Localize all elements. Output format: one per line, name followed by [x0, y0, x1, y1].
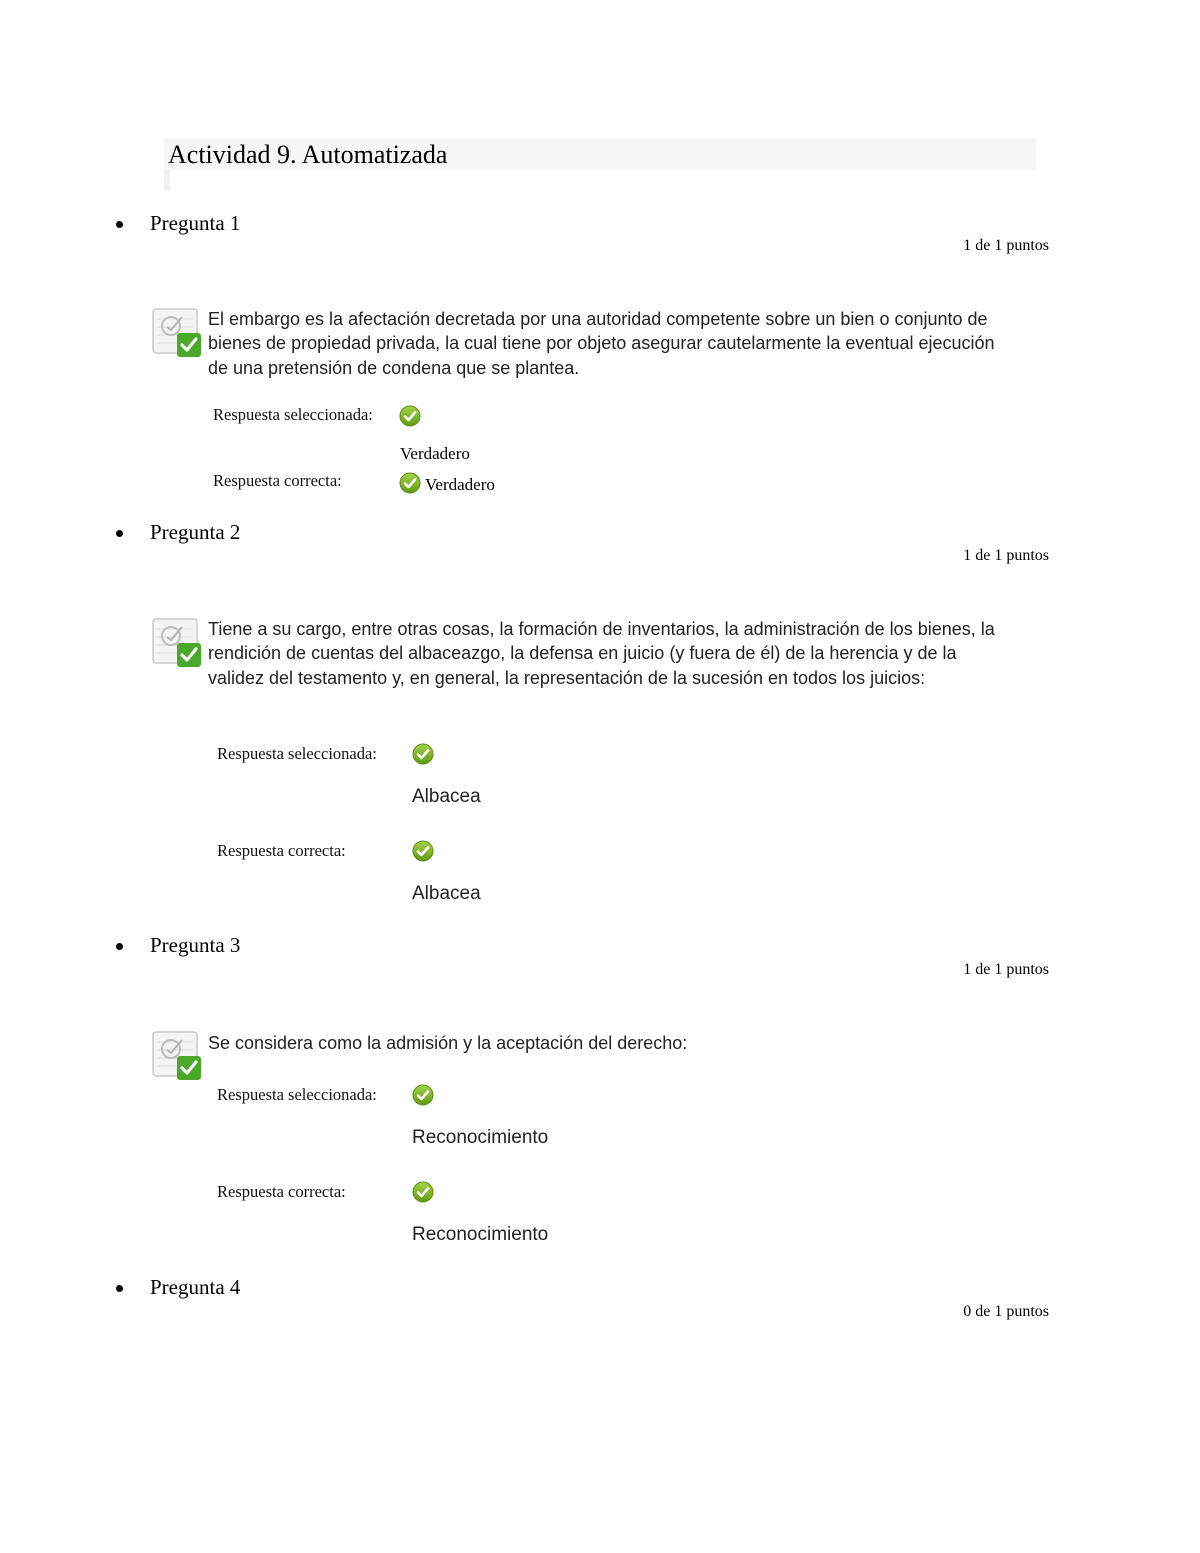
selected-answer-label: Respuesta seleccionada: — [213, 405, 373, 424]
selected-answer-value: Verdadero — [400, 444, 470, 463]
question-text: Tiene a su cargo, entre otras cosas, la formación de inventarios, la administración de los bienes, la rendición de cuentas del albaceazgo, la defensa en juicio (y fuera de él) de la herencia y de la validez del testamento y, en general, la representación de la sucesión en todos los juicios: — [208, 619, 995, 688]
check-icon — [412, 1181, 434, 1203]
list-bullet — [116, 1285, 123, 1292]
page-title: Actividad 9. Automatizada — [168, 140, 448, 169]
title-underline-bar — [164, 170, 170, 190]
question-heading: Pregunta 2 — [150, 520, 241, 544]
list-bullet — [116, 530, 123, 537]
question-text: Se considera como la admisión y la aceptación del derecho: — [208, 1033, 688, 1053]
question-points: 1 de 1 puntos — [963, 547, 1049, 564]
correct-answer-label: Respuesta correcta: — [217, 841, 346, 860]
selected-answer-value: Reconocimiento — [412, 1127, 549, 1148]
question-points: 1 de 1 puntos — [963, 237, 1049, 254]
question-heading: Pregunta 1 — [150, 211, 241, 235]
check-icon — [412, 1084, 434, 1106]
question-correct-icon — [151, 615, 205, 669]
correct-answer-value: Albacea — [412, 883, 481, 904]
list-bullet — [116, 221, 123, 228]
question-correct-icon — [151, 1028, 205, 1082]
correct-answer-label: Respuesta correcta: — [217, 1182, 346, 1201]
question-points: 0 de 1 puntos — [963, 1303, 1049, 1320]
selected-answer-value: Albacea — [412, 786, 481, 807]
check-icon — [399, 472, 421, 494]
question-correct-icon — [151, 305, 205, 359]
question-text: El embargo es la afectación decretada por una autoridad competente sobre un bien o conjunto de bienes de propiedad privada, la cual tiene por objeto asegurar cautelarmente la eventual ejecución de una pretensión de condena que se plantea. — [208, 309, 995, 378]
list-bullet — [116, 943, 123, 950]
selected-answer-label: Respuesta seleccionada: — [217, 1085, 377, 1104]
correct-answer-value: Verdadero — [425, 475, 495, 494]
check-icon — [412, 840, 434, 862]
selected-answer-label: Respuesta seleccionada: — [217, 744, 377, 763]
check-icon — [412, 743, 434, 765]
correct-answer-value: Reconocimiento — [412, 1224, 549, 1245]
correct-answer-label: Respuesta correcta: — [213, 471, 342, 490]
check-icon — [399, 405, 421, 427]
question-points: 1 de 1 puntos — [963, 961, 1049, 978]
question-heading: Pregunta 4 — [150, 1275, 241, 1299]
question-heading: Pregunta 3 — [150, 933, 241, 957]
